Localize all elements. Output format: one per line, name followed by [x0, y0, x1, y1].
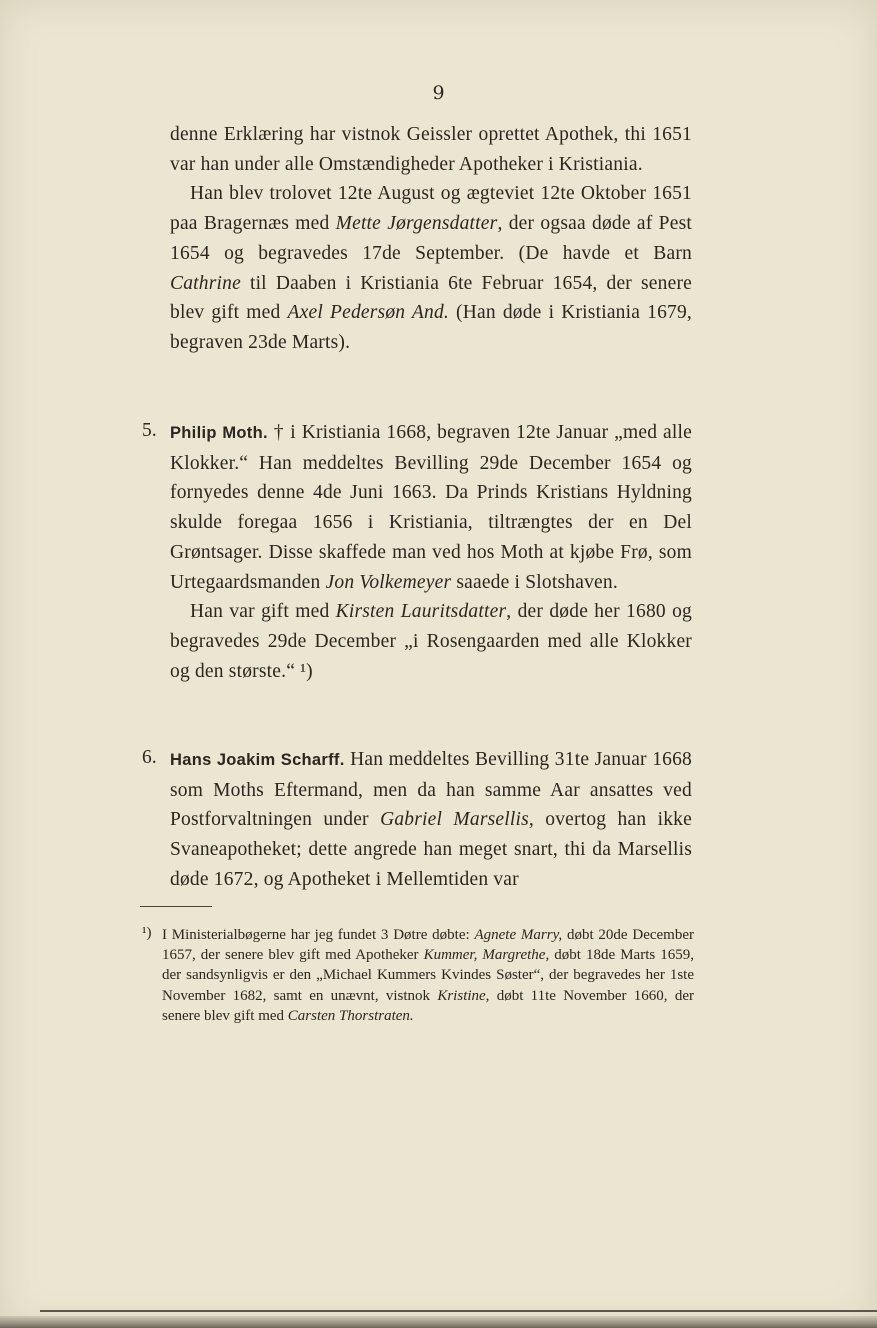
page-bottom-edge — [0, 1316, 877, 1328]
person-name: Carsten Thorstraten. — [287, 1007, 414, 1024]
person-name: Kirsten Lauritsdatter — [335, 601, 507, 623]
entry-6-number: 6. — [142, 747, 157, 768]
page-edge-line — [40, 1310, 877, 1312]
person-name: Gabriel Marsellis — [380, 809, 529, 831]
entry-5 — [170, 418, 692, 686]
entry-5-name: Philip Moth. — [170, 424, 268, 442]
entry-6-paragraph-1: Hans Joakim Scharff. Han meddeltes Bevilling 31te Januar 1668 som Moths Eftermand, men da han samme Aar ansattes ved Postforvaltningen under Gabriel Marsellis, overtog han ikke Svaneapotheket; dette angrede han meget snart, thi da Marsellis døde 1672, og Apotheket i Mellemtiden var — [170, 749, 693, 890]
entry-5-number: 5. — [142, 420, 157, 441]
intro-paragraph-2: Han blev trolovet 12te August og ægteviet 12te Oktober 1651 paa Bragernæs med Mette Jørgensdatter, der ogsaa døde af Pest 1654 og begravedes 17de September. (De havde et Barn Cathrine til Daaben i Kristiania 6te Februar 1654, der senere blev gift med Axel Pedersøn And. (Han døde i Kristiania 1679, begraven 23de Marts). — [170, 183, 693, 353]
person-name: Mette Jørgensdatter — [335, 213, 498, 235]
person-name: Kristine, — [437, 987, 490, 1004]
entry-6-name: Hans Joakim Scharff. — [170, 751, 345, 769]
person-name: Axel Pedersøn And. — [287, 302, 449, 324]
footnote-mark: ¹) — [142, 925, 152, 941]
footnote: I Ministerialbøgerne har jeg fundet 3 Døtre døbte: Agnete Marry, døbt 20de December 1657, der senere blev gift med Apotheker Kummer, Margrethe, døbt 18de Marts 1659, der sandsynligvis er den „Michael Kummers Kvindes Søster“, der begravedes her 1ste November 1682, samt en unævnt, vistnok Kristine, døbt 11te November 1660, der senere blev gift med Carsten Thorstraten. — [162, 927, 695, 1024]
intro-section — [170, 120, 692, 358]
page-number: 9 — [432, 82, 445, 104]
entry-5-paragraph-1: Philip Moth. † i Kristiania 1668, begraven 12te Januar „med alle Klokker.“ Han meddeltes Bevilling 29de December 1654 og fornyedes denne 4de Juni 1663. Da Prinds Kristians Hyldning skulde foregaa 1656 i Kristiania, tiltrængtes der en Del Grøntsager. Disse skaffede man ved hos Moth at kjøbe Frø, som Urtegaardsmanden Jon Volkemeyer saaede i Slotshaven. — [170, 422, 692, 593]
entry-5-paragraph-2: Han var gift med Kirsten Lauritsdatter, der døde her 1680 og begravedes 29de December „i Rosengaarden med alle Klokker og den største.“ ¹) — [170, 601, 692, 682]
person-name: Jon Volkemeyer — [325, 571, 452, 593]
entry-6 — [170, 745, 692, 895]
person-name: Agnete Marry, — [474, 927, 563, 943]
footnote-rule — [140, 906, 212, 907]
person-name: Kummer, Margrethe, — [423, 947, 550, 964]
intro-paragraph-1: denne Erklæring har vistnok Geissler oprettet Apothek, thi 1651 var han under alle Omstændigheder Apotheker i Kristiania. — [170, 124, 692, 175]
person-name: Cathrine — [170, 272, 241, 294]
